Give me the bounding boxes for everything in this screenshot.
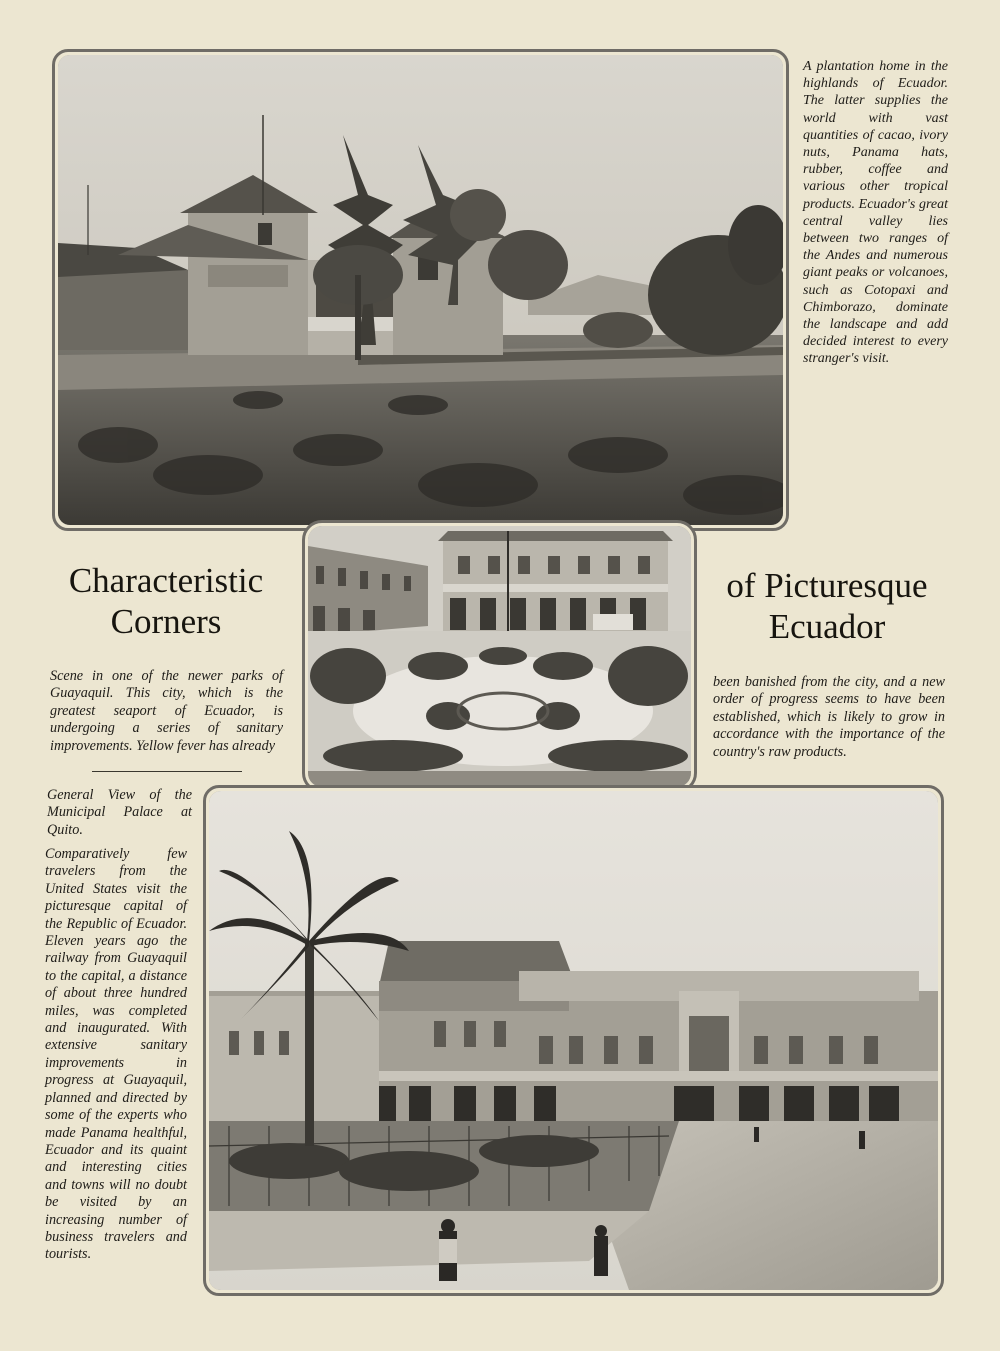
quito-caption-body: Comparatively few travelers from the United States visit the picturesque capital of the Republic of Ecuador. Eleven years ago the railway from Guayaquil to the capital, a distance of about three hundred miles, was completed and inaugurated. With extensive sanitary improvements in progress at Guayaquil, planned and directed by some of the experts who made Panama healthful, Ecuador and its quaint and interesting cities and towns will no doubt be visited by an increasing number of business travelers and tourists.	[45, 846, 187, 1263]
park-caption-right: been banished from the city, and a new order of progress seems to have been established, which is likely to grow in accordance with the importance of the country's raw products.	[713, 674, 945, 760]
headline-right: of Picturesque Ecuador	[726, 566, 928, 646]
quito-caption-title-text: General View of the Municipal Palace at Quito.	[47, 787, 192, 838]
park-caption-left: Scene in one of the newer parks of Guayaquil. This city, which is the greatest seaport of Ecuador, is undergoing a series of sanitary improvements. Yellow fever has already	[50, 668, 283, 754]
palace-photo-frame	[203, 785, 944, 1296]
plantation-caption-text: A plantation home in the highlands of Ecuador. The latter supplies the world with vast quantities of cacao, ivory nuts, Panama hats, rubber, coffee and various other tropical products. Ecuador's great central valley lies between two ranges of the Andes and numerous giant peaks or volcanoes, such as Cotopaxi and Chimborazo, dominate the landscape and add decided interest to every stranger's visit.	[803, 59, 948, 367]
quito-municipal-palace-photo	[209, 791, 938, 1290]
guayaquil-park-photo	[308, 526, 691, 787]
park-photo-frame	[302, 520, 697, 793]
plantation-home-image	[58, 55, 783, 525]
guayaquil-park-image	[308, 526, 691, 787]
quito-caption-title	[47, 787, 192, 839]
quito-caption	[45, 846, 187, 1264]
quito-palace-image	[209, 791, 938, 1290]
plantation-photo-frame	[52, 49, 789, 531]
plantation-home-photo	[58, 55, 783, 525]
headline-left: Characteristic Corners	[68, 561, 264, 641]
caption-divider	[92, 771, 242, 772]
plantation-caption	[803, 58, 948, 368]
